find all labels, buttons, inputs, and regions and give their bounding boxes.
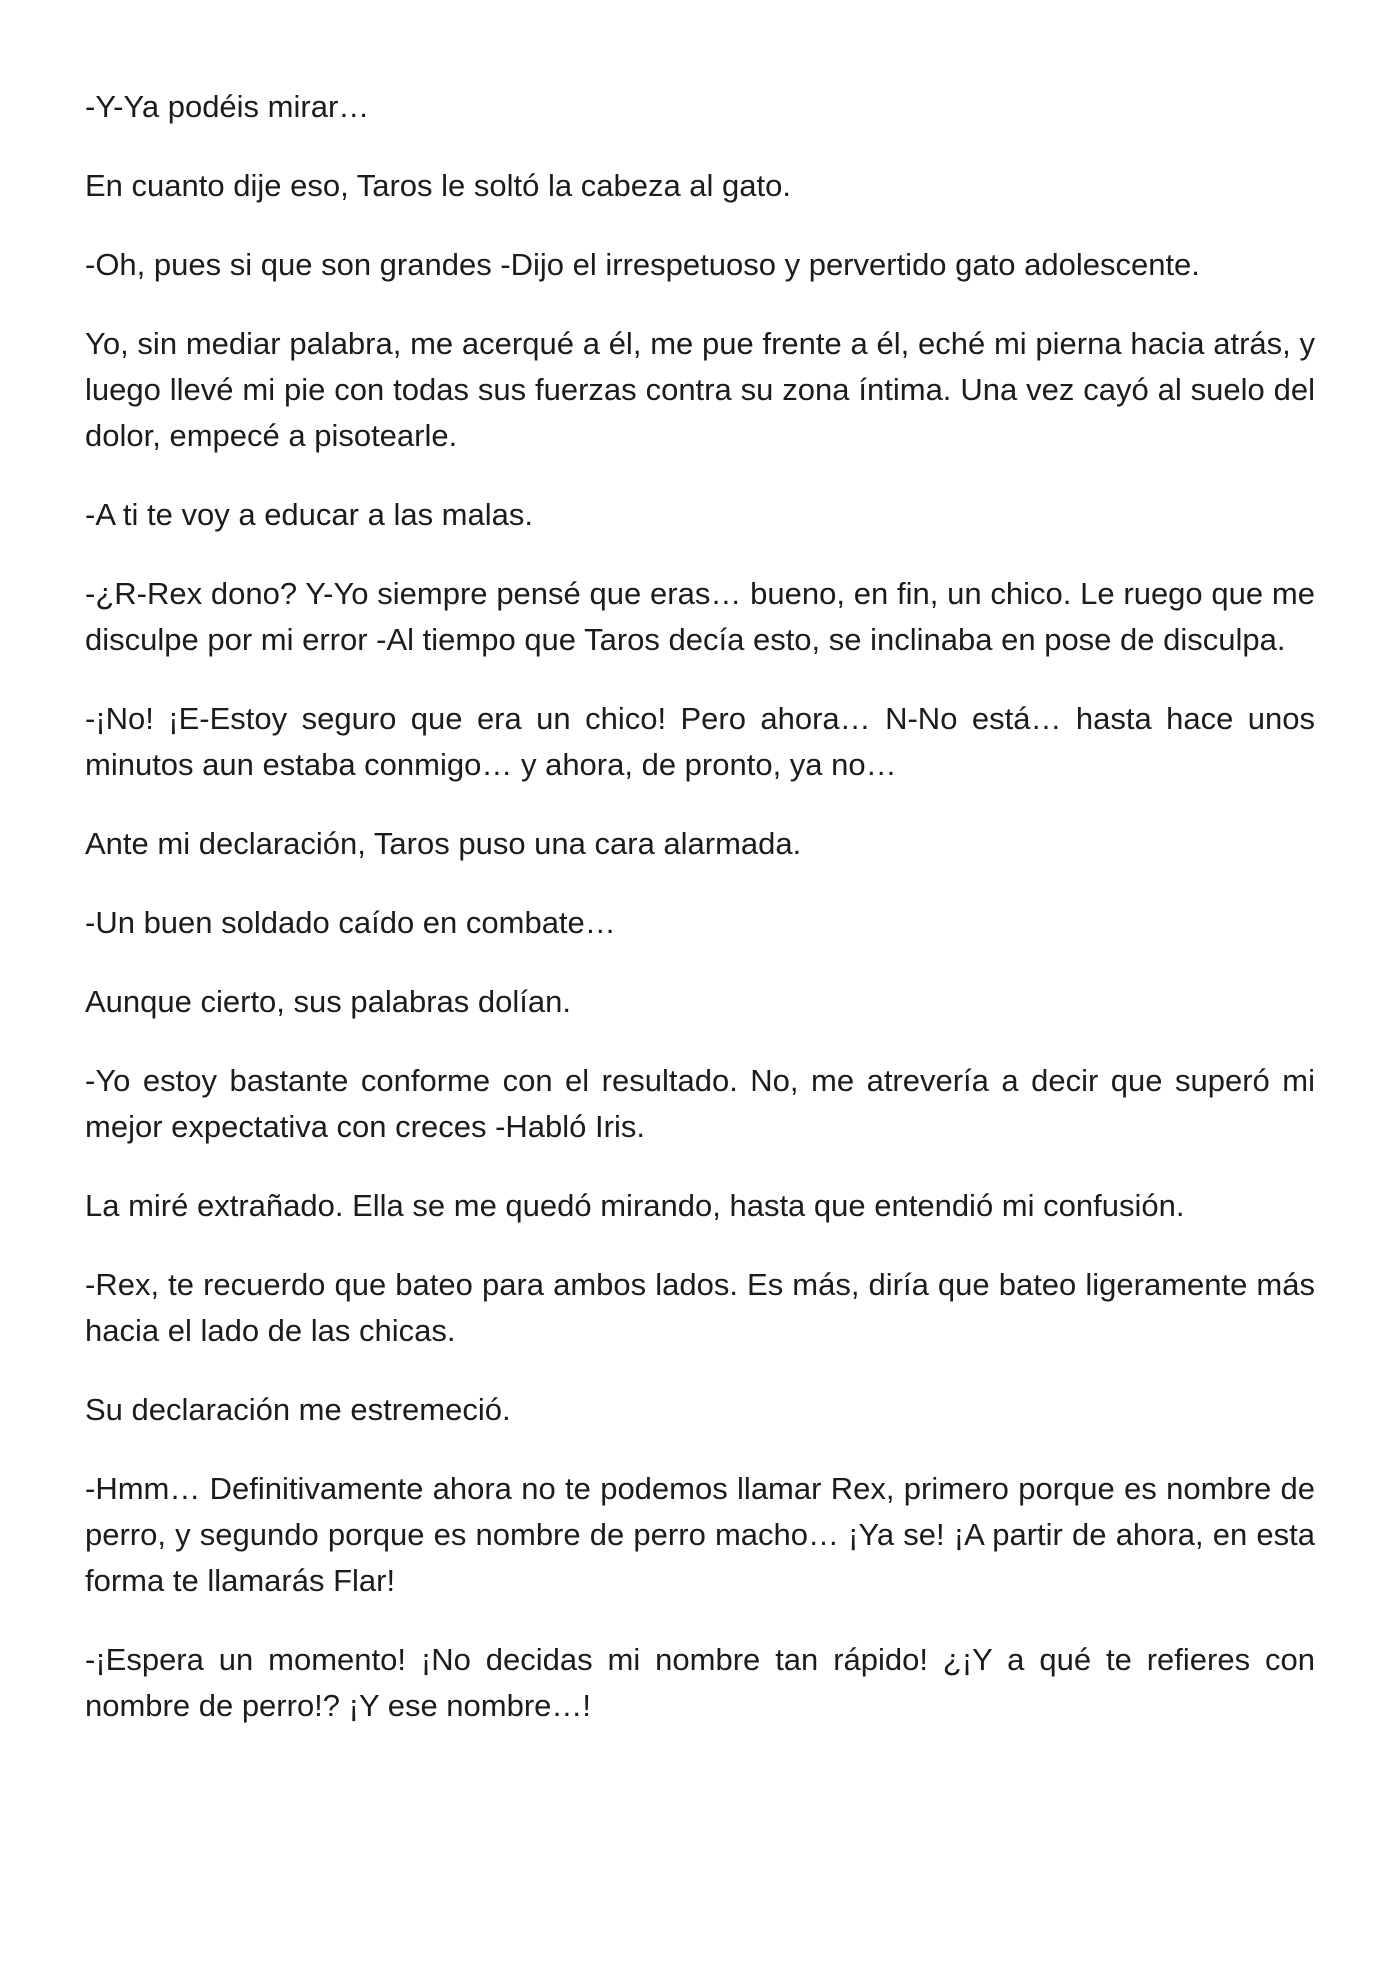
paragraph: -¡Espera un momento! ¡No decidas mi nombre tan rápido! ¿¡Y a qué te refieres con nombre de perro!? ¡Y ese nombre…! [85, 1642, 1315, 1723]
paragraph: -¿R-Rex dono? Y-Yo siempre pensé que eras… bueno, en fin, un chico. Le ruego que me disculpe por mi error -Al tiempo que Taros decía esto, se inclinaba en pose de disculpa. [85, 576, 1315, 657]
paragraph: -Hmm… Definitivamente ahora no te podemos llamar Rex, primero porque es nombre de perro, y segundo porque es nombre de perro macho… ¡Ya se! ¡A partir de ahora, en esta forma te llamarás Flar! [85, 1471, 1315, 1598]
paragraph: Ante mi declaración, Taros puso una cara alarmada. [85, 826, 802, 861]
paragraph: -Y-Ya podéis mirar… [85, 89, 370, 124]
paragraph: -Oh, pues si que son grandes -Dijo el irrespetuoso y pervertido gato adolescente. [85, 247, 1200, 282]
paragraph: -¡No! ¡E-Estoy seguro que era un chico! Pero ahora… N-No está… hasta hace unos minutos aun estaba conmigo… y ahora, de pronto, ya no… [85, 701, 1315, 782]
paragraph: En cuanto dije eso, Taros le soltó la cabeza al gato. [85, 168, 791, 203]
paragraph: Su declaración me estremeció. [85, 1392, 511, 1427]
paragraph: -Rex, te recuerdo que bateo para ambos lados. Es más, diría que bateo ligeramente más hacia el lado de las chicas. [85, 1267, 1315, 1348]
paragraph: La miré extrañado. Ella se me quedó mirando, hasta que entendió mi confusión. [85, 1188, 1185, 1223]
document-page [85, 84, 1315, 1762]
paragraph: Aunque cierto, sus palabras dolían. [85, 984, 571, 1019]
paragraph: -Yo estoy bastante conforme con el resultado. No, me atrevería a decir que superó mi mejor expectativa con creces -Habló Iris. [85, 1063, 1315, 1144]
paragraph: -A ti te voy a educar a las malas. [85, 497, 533, 532]
paragraph: -Un buen soldado caído en combate… [85, 905, 616, 940]
paragraph: Yo, sin mediar palabra, me acerqué a él, me pue frente a él, eché mi pierna hacia atrás, y luego llevé mi pie con todas sus fuerzas contra su zona íntima. Una vez cayó al suelo del dolor, empecé a pisotearle. [85, 326, 1315, 453]
